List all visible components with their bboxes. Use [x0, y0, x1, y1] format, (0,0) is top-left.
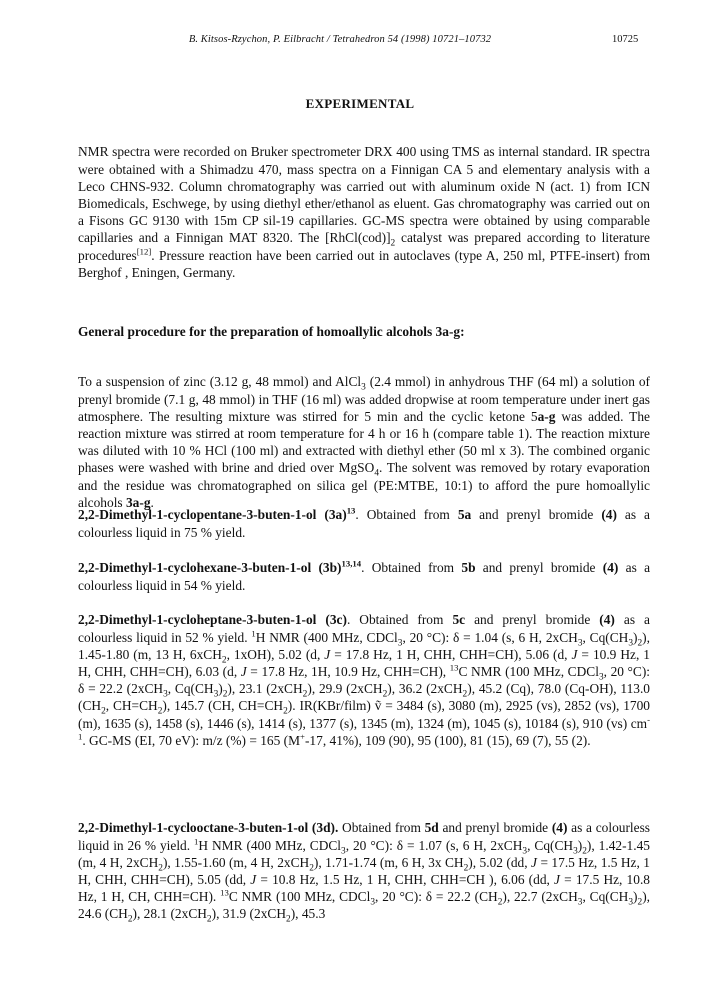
- general-procedure-paragraph: To a suspension of zinc (3.12 g, 48 mmol) and AlCl$_3$ (2.4 mmol) in anhydrous THF (64 ml) a solution of prenyl bromide (7.1 g, 48 mmol) in THF (16 ml) was added dropwise at room temperature under inert gas atmosphere. The resulting mixture was stirred for 5 min and the cyclic ketone 5a-g was added. The reaction mixture was stirred at room temperature for 4 h or 16 h (compare table 1). The reaction mixture was diluted with 10 % HCl (100 ml) and extracted with diethyl ether (50 ml x 3). The combined organic phases were washed with brine and dried over MgSO$_4$. The solvent was removed by rotary evaporation and the residue was chromatographed on silica gel (PE:MTBE, 10:1) to afford the pure homoallylic alcohols 3a-g.: [78, 374, 651, 510]
- compound-name: 2,2-Dimethyl-1-cyclohexane-3-buten-1-ol (3b): [78, 560, 342, 576]
- section-title: EXPERIMENTAL: [305, 96, 415, 111]
- compound-entry-3d: 2,2-Dimethyl-1-cyclooctane-3-buten-1-ol (3d). Obtained from 5d and prenyl bromide (4) as a colourless liquid in 26 % yield. $^1$H NMR (400 MHz, CDCl$_3$, 20 °C): δ = 1.07 (s, 6 H, 2xCH$_3$, $Cq(CH_3)_2$), 1.42-1.45 (m, 4 H, 2xCH$_2$), 1.55-1.60 (m, 4 H, 2xCH$_2$), 1.71-1.74 (m, 6 H, 3x $CH_2$), 5.02 (dd, J = 17.5 Hz, 1.5 Hz, 1 H, CHH, CHH=CH), 5.05 (dd, J = 10.8 Hz, 1.5 Hz, 1 H, CHH, CHH=CH ), 6.06 (dd, J = 17.5 Hz, 10.8 Hz, 1 H, CH, CHH=CH). $^{13}$C NMR (100 MHz, CDCl$_3$, 20 °C): δ = 22.2 $(CH_2)$, 22.7 (2xCH$_3$, $Cq(CH_3)_2$), 24.6 $(CH_2)$, 28.1 (2xCH$_2$), 31.9 (2xCH$_2$), 45.3: [78, 820, 651, 926]
- compound-entry-3a: 2,2-Dimethyl-1-cyclopentane-3-buten-1-ol $(3a)^{13}$. Obtained from 5a and prenyl bromide (4) as a colourless liquid in 75 % yield.: [78, 505, 651, 540]
- compound-name: 2,2-Dimethyl-1-cycloheptane-3-buten-1-ol (3c): [78, 612, 347, 628]
- compound-entry-3c: 2,2-Dimethyl-1-cycloheptane-3-buten-1-ol (3c). Obtained from 5c and prenyl bromide (4) as a colourless liquid in 52 % yield. $^1$H NMR (400 MHz, CDCl$_3$, 20 °C): δ = 1.04 (s, 6 H, 2xCH$_3$, $Cq(CH_3)_2$), 1.45-1.80 (m, 13 H, 6xCH$_2$, 1xOH), 5.02 (d, J = 17.8 Hz, 1 H, CHH, CHH=CH), 5.06 (d, J = 10.9 Hz, 1 H, CHH, CHH=CH), 6.03 (d, J = 17.8 Hz, 1H, 10.9 Hz, CHH=CH), $^{13}$C NMR (100 MHz, CDCl$_3$, 20 °C): δ = 22.2 (2xCH$_3$, $Cq(CH_3)_2$), 23.1 (2xCH$_2$), 29.9 (2xCH$_2$), 36.2 (2xCH$_2$), 45.2 (Cq), 78.0 (Cq-OH), 113.0 ($CH_2$, $CH=CH_2$), 145.7 (CH, $CH=CH_2$). IR(KBr/film) ṽ = 3484 (s), 3080 (m), 2925 (vs), 2852 (vs), 1700 (m), 1635 (s), 1458 (s), 1446 (s), 1414 (s), 1377 (s), 1345 (m), 1324 (m), 1045 (s), 10184 (s), 910 (vs) $cm^{-1}$. GC-MS (EI, 70 eV): m/z (%) = 165 (M+-17, 41%), 109 (90), 95 (100), 81 (15), 69 (7), 55 (2).: [78, 612, 651, 748]
- general-methods-paragraph: NMR spectra were recorded on Bruker spectrometer DRX 400 using TMS as internal standard. IR spectra were obtained with a Shimadzu 470, mass spectra on a Finnigan CA 5 and elementary analysis with a Leco CHNS-932. Column chromatography was carried out with aluminum oxide N (act. 1) from ICN Biomedicals, Eschwege, by using diethyl ether/ethanol as eluent. Gas chromatography was carried out on a Fisons GC 9130 with 15m CP sil-19 capillaries. GC-MS spectra were obtained by using comparable capillaries and a Finnigan MAT 8320. The $[RhCl(cod)]_2$ catalyst was prepared according to literature procedures[12]. Pressure reaction have been carried out in autoclaves (type A, 250 ml, PTFE-insert) from Berghof , Eningen, Germany.: [78, 144, 650, 280]
- compound-name: 2,2-Dimethyl-1-cyclooctane-3-buten-1-ol (3d).: [78, 820, 339, 836]
- procedure-heading: General procedure for the preparation of homoallylic alcohols 3a-g:: [78, 324, 465, 339]
- compound-name: 2,2-Dimethyl-1-cyclopentane-3-buten-1-ol (3a): [78, 507, 347, 523]
- page-number: 10725: [612, 34, 639, 45]
- compound-entry-3b: 2,2-Dimethyl-1-cyclohexane-3-buten-1-ol $(3b)^{13,14}$. Obtained from 5b and prenyl bromide (4) as a colourless liquid in 54 % yield.: [78, 558, 651, 593]
- running-head: B. Kitsos-Rzychon, P. Eilbracht / Tetrahedron 54 (1998) 10721–10732: [188, 34, 492, 45]
